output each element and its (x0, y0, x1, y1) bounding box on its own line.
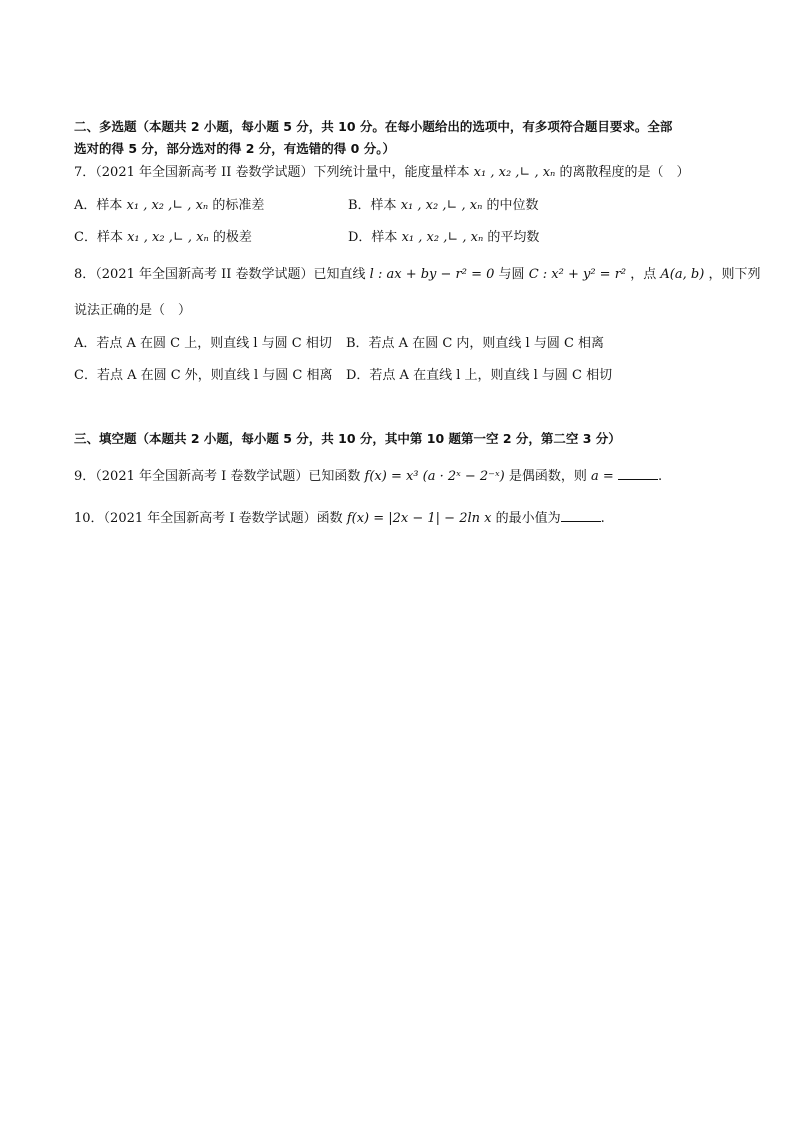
question-8 (74, 266, 760, 284)
q8-part1: 8．（2021 年全国新高考 II 卷数学试题）已知直线 (74, 267, 366, 282)
q10-suffix: 的最小值为 (495, 511, 561, 526)
q8-option-c: C．若点 A 在圆 C 外，则直线 l 与圆 C 相离 (74, 368, 333, 383)
question-9 (74, 467, 662, 486)
q9-end: . (657, 469, 663, 484)
q7-sample-math: x₁ , x₂ ,∟ , xₙ (473, 165, 556, 180)
q9-prefix: 9．（2021 年全国新高考 I 卷数学试题）已知函数 (74, 469, 361, 484)
q8-line2: 说法正确的是（ ） (74, 303, 192, 318)
q7-option-d (348, 229, 539, 247)
q8-option-b: B．若点 A 在圆 C 内，则直线 l 与圆 C 相离 (346, 336, 605, 351)
option-text: 的中位数 (486, 198, 539, 213)
q9-function: f(x) = x³ (a · 2ˣ − 2⁻ˣ) (364, 469, 505, 484)
option-label: C．样本 (74, 230, 123, 245)
option-text: 的平均数 (487, 230, 540, 245)
option-math: x₁ , x₂ ,∟ , xₙ (400, 198, 483, 213)
q7-option-a (74, 197, 264, 215)
option-math: x₁ , x₂ ,∟ , xₙ (126, 198, 209, 213)
q7-prefix: 7．（2021 年全国新高考 II 卷数学试题）下列统计量中，能度量样本 (74, 165, 470, 180)
section2-title-line1: 二、多选题（本题共 2 小题，每小题 5 分，共 10 分。在每小题给出的选项中，有多项符合题目要求。全部 (74, 119, 673, 134)
q9-answer-blank[interactable] (618, 467, 658, 480)
q8-circle-equation: C : x² + y² = r² (528, 267, 627, 282)
q10-function: f(x) = |2x − 1| − 2ln x (346, 511, 492, 526)
q8-option-d: D．若点 A 在直线 l 上，则直线 l 与圆 C 相切 (346, 368, 613, 383)
option-text: 的极差 (212, 230, 252, 245)
q8-part4: ，则下列 (708, 267, 761, 282)
q8-part3: ，点 (630, 267, 657, 282)
q10-prefix: 10．（2021 年全国新高考 I 卷数学试题）函数 (74, 511, 343, 526)
option-label: A．样本 (74, 198, 123, 213)
q8-line-equation: l : ax + by − r² = 0 (369, 267, 495, 282)
section3-title: 三、填空题（本题共 2 小题，每小题 5 分，共 10 分，其中第 10 题第一空 2 分，第二空 3 分） (74, 431, 621, 446)
option-label: D．样本 (348, 230, 398, 245)
q7-option-c (74, 229, 252, 247)
option-text: 的标准差 (212, 198, 265, 213)
option-math: x₁ , x₂ ,∟ , xₙ (127, 230, 209, 245)
q8-part2: 与圆 (498, 267, 525, 282)
q9-variable: a = (591, 469, 614, 484)
q9-mid: 是偶函数，则 (508, 469, 587, 484)
q8-point: A(a, b) (660, 267, 705, 282)
section2-title-line2: 选对的得 5 分，部分选对的得 2 分，有选错的得 0 分。） (74, 141, 395, 156)
question-10 (74, 509, 605, 528)
q7-option-b (348, 197, 539, 215)
q10-end: . (600, 511, 605, 526)
option-math: x₁ , x₂ ,∟ , xₙ (401, 230, 484, 245)
option-label: B．样本 (348, 198, 397, 213)
question-7 (74, 164, 689, 182)
q10-answer-blank[interactable] (561, 509, 601, 522)
q8-option-a: A．若点 A 在圆 C 上，则直线 l 与圆 C 相切 (74, 336, 332, 351)
q7-suffix: 的离散程度的是（ ） (559, 165, 690, 180)
